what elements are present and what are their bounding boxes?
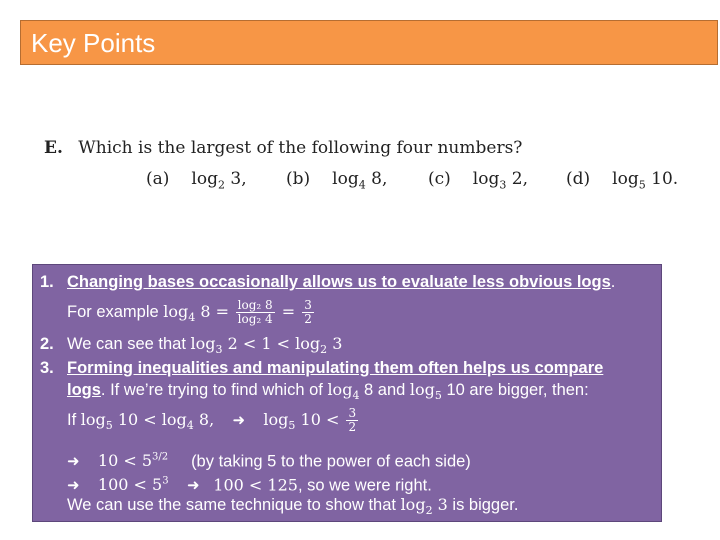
right-arrow-icon: ➜	[67, 453, 80, 471]
point-3-heading: Forming inequalities and manipulating them often helps us compare	[67, 359, 604, 377]
fraction: $\frac{\text{log₂ 8}}{\text{log₂ 4}}$	[237, 298, 273, 326]
option-c: (c) $\log_3 2$,	[428, 169, 528, 192]
option-d: (d) $\log_5 10$.	[566, 169, 679, 192]
slide-title: Key Points	[31, 28, 156, 58]
fraction: $\frac{3}{2}$	[348, 406, 357, 434]
question-label: E.	[44, 138, 63, 158]
question-text: Which is the largest of the following four numbers?	[78, 138, 523, 158]
right-arrow-icon: ➜	[67, 477, 80, 495]
point-1-heading: Changing bases occasionally allows us to evaluate less obvious logs	[67, 273, 611, 291]
question-block	[44, 135, 704, 199]
right-arrow-icon: ➜	[186, 477, 200, 495]
right-arrow-icon: ➜	[232, 411, 246, 429]
option-b: (b) $\log_4 8$,	[286, 169, 388, 192]
option-a: (a) $\log_2 3$,	[146, 169, 247, 192]
options-row	[44, 169, 704, 199]
fraction: $\frac{3}{2}$	[304, 298, 312, 326]
title-bar	[20, 20, 718, 65]
point-number: 1.	[40, 273, 54, 291]
question-line	[44, 135, 704, 161]
key-points-box: 1. Changing bases occasionally allows us to evaluate less obvious logs. For example $\log_4 8$ = $\frac{\text{log₂ 8}}{\text{log₂ 4}}$ = $\frac{3}{2}$ 2. We can see that $\log_3 2 < 1 < \log_2 3$ 3. Forming inequalities and manipulating them often helps us compare logs. If we’re trying to find which of $\log_4 8$ and $\log_5 10$ are bigger, then: If $\log_5 10 < \log_4 8$, ➜ $\log_5 10$ < $\frac{3}{2}$ ➜ $10 < 5^{3/2}$ (by taking 5 to the power of each side) ➜ $100 < 5^3$ ➜ 100 < 125, so we were right. We can use the same technique to show that $\log_2 3$ is bigger.	[32, 264, 662, 522]
